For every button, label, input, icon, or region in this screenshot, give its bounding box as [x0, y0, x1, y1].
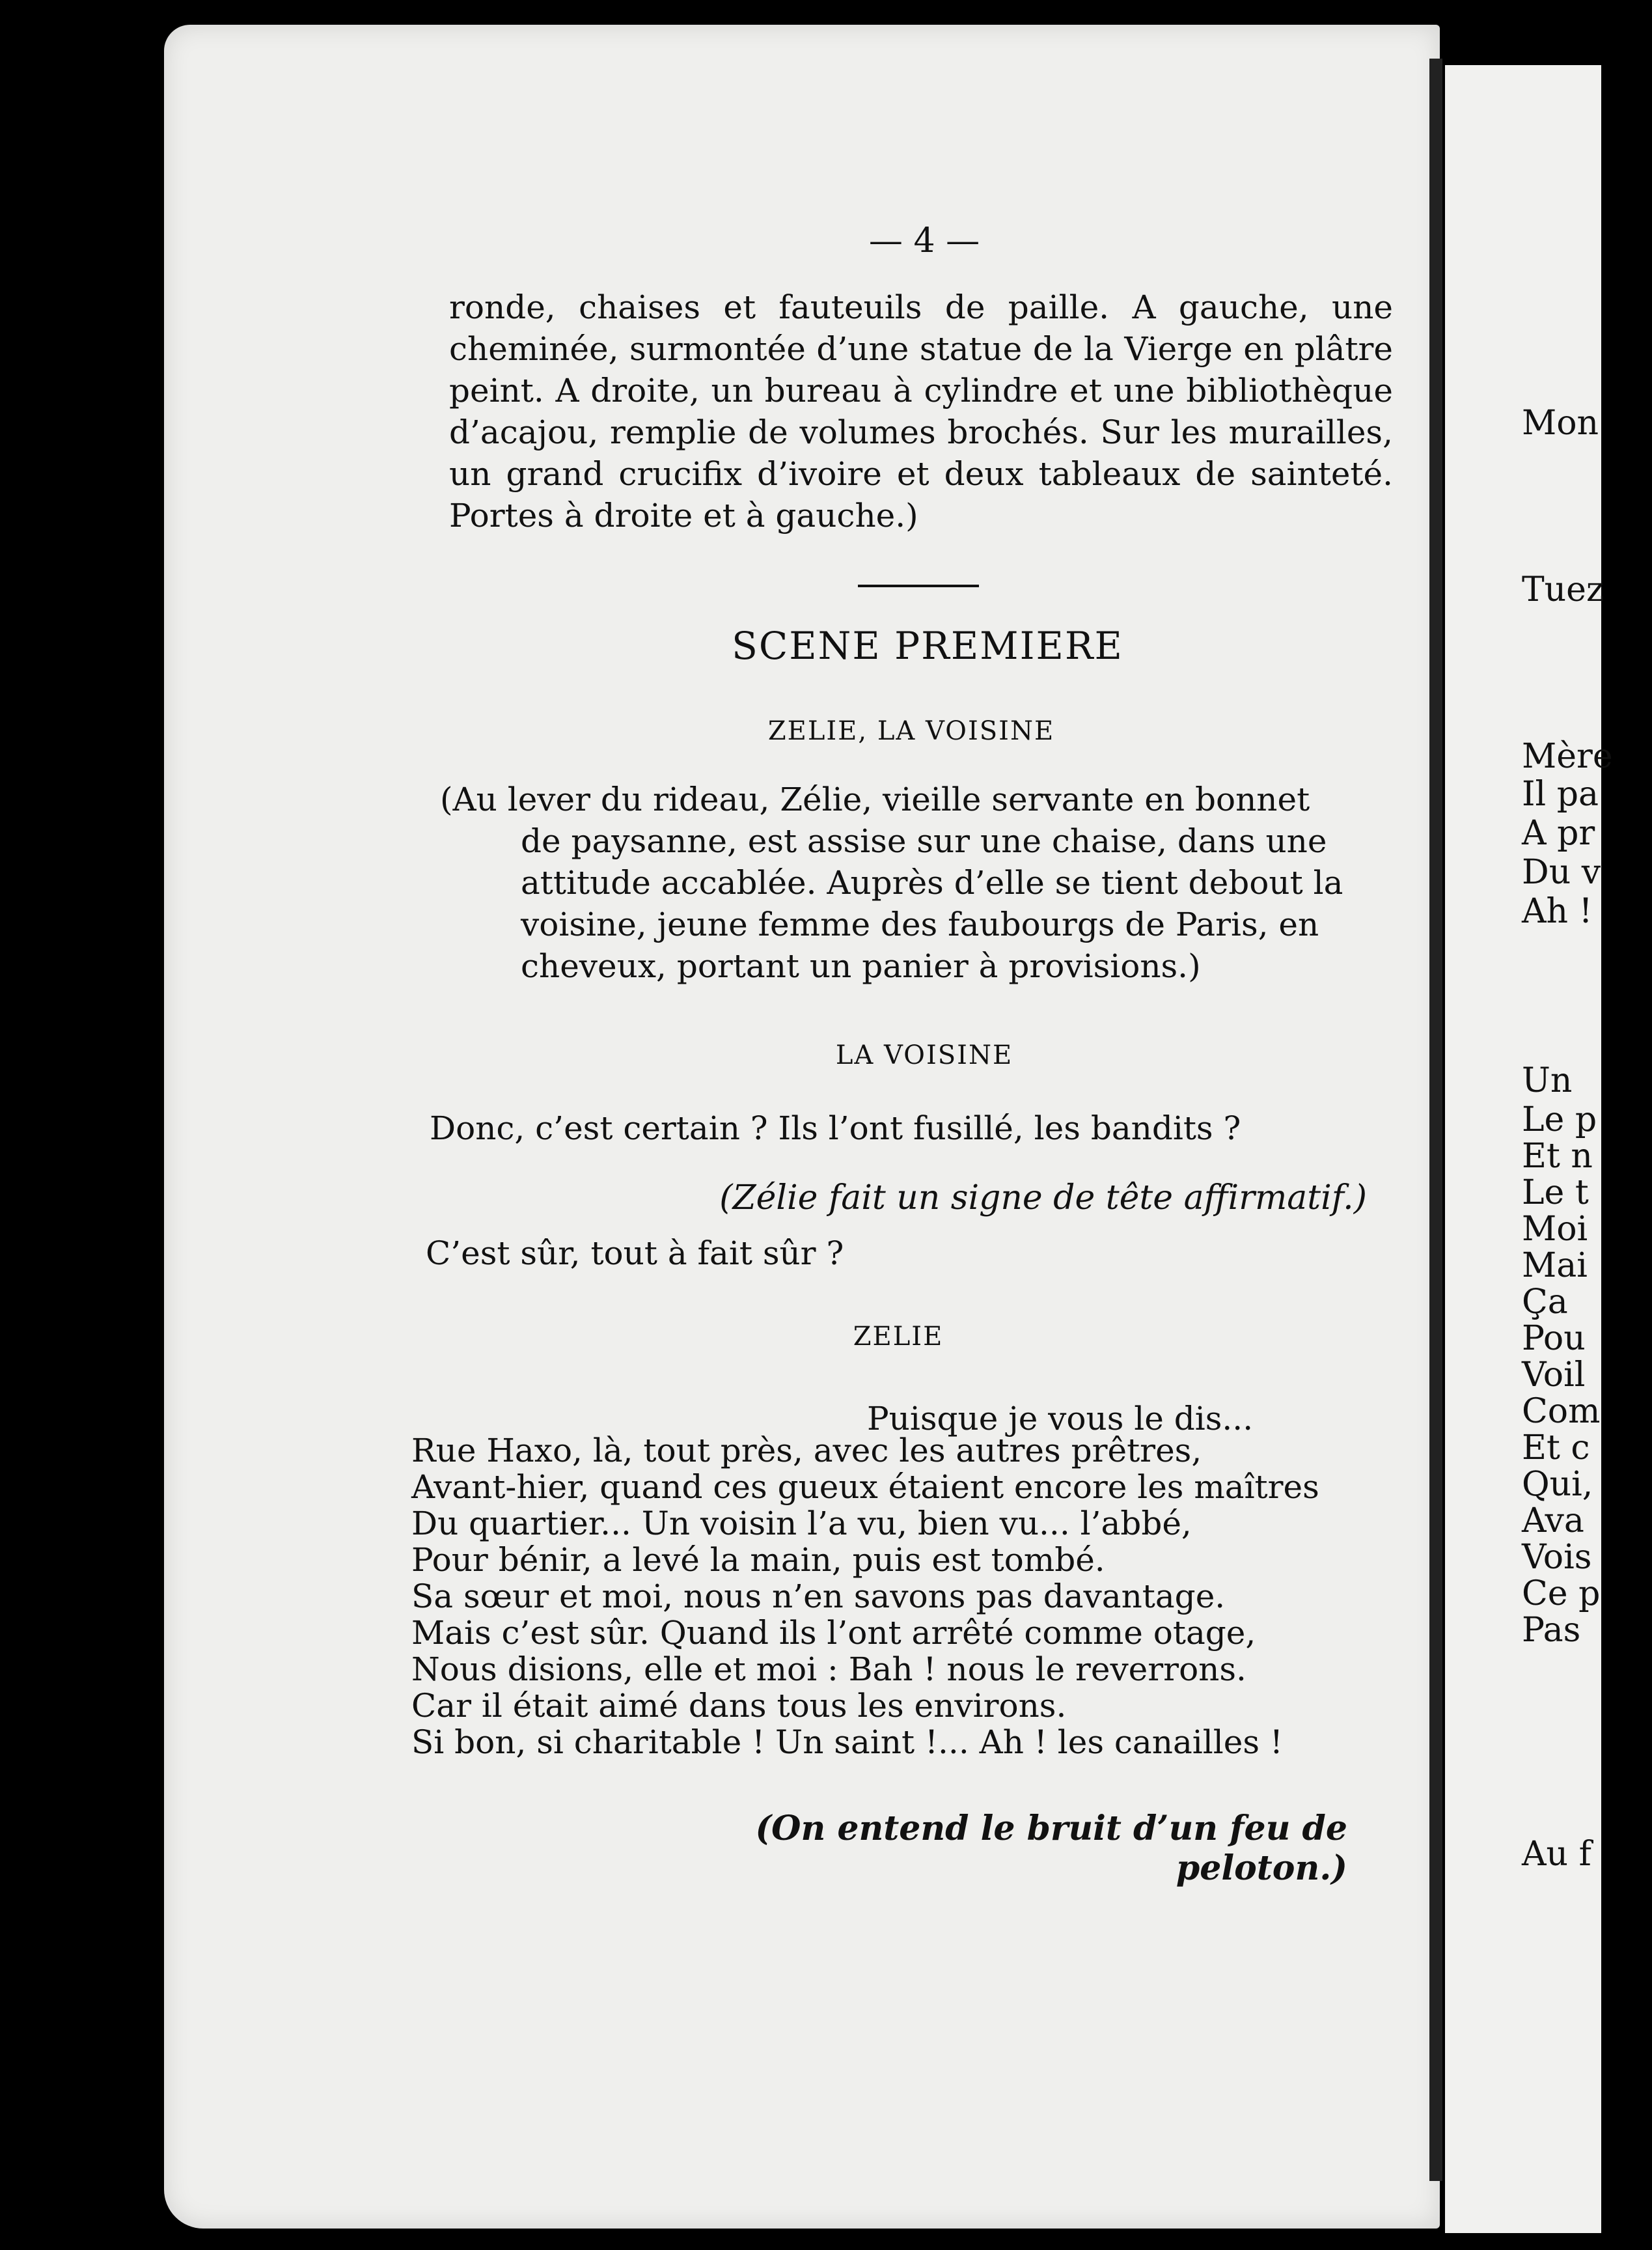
dialogue-line: C’est sûr, tout à fait sûr ? — [426, 1234, 844, 1272]
book-gutter — [1429, 59, 1442, 2181]
verse-line: Du quartier... Un voisin l’a vu, bien vu... l’abbé, — [411, 1505, 1192, 1542]
verse-line: Avant-hier, quand ces gueux étaient encore les maîtres — [411, 1468, 1319, 1506]
verse-line: Car il était aimé dans tous les environs. — [411, 1687, 1067, 1725]
right-fragment: Et n — [1522, 1137, 1593, 1176]
right-fragment: Ah ! — [1522, 892, 1593, 931]
right-fragment: Ça — [1522, 1283, 1568, 1322]
right-fragment: Vois — [1522, 1538, 1592, 1577]
verse-line: Nous disions, elle et moi : Bah ! nous le reverrons. — [411, 1650, 1246, 1688]
stage-line: (Au lever du rideau, Zélie, vieille servante en bonnet — [440, 781, 1310, 818]
right-fragment: Du v — [1522, 853, 1601, 892]
scene-characters: ZELIE, LA VOISINE — [767, 716, 1055, 746]
right-fragment: Et c — [1522, 1428, 1590, 1467]
right-fragment: Tuez — [1522, 570, 1604, 609]
right-fragment: Com — [1522, 1392, 1601, 1431]
right-fragment: Le t — [1522, 1173, 1589, 1212]
dialogue-line: Puisque je vous le dis... — [867, 1400, 1254, 1438]
stage-line: cheveux, portant un panier à provisions.) — [521, 947, 1201, 985]
verse-line: Sa sœur et moi, nous n’en savons pas davantage. — [411, 1577, 1226, 1615]
right-fragment: Il pa — [1522, 775, 1599, 814]
right-fragment: Ava — [1522, 1501, 1584, 1540]
section-divider — [858, 585, 979, 587]
scene-title: SCENE PREMIERE — [732, 624, 1123, 668]
right-fragment: Ce p — [1522, 1574, 1601, 1613]
verse-line: Pour bénir, a levé la main, puis est tombé. — [411, 1541, 1105, 1579]
page-number: — 4 — — [868, 221, 980, 260]
stage-direction: (On entend le bruit d’un feu de peloton.) — [755, 1809, 1347, 1888]
right-fragment: Moi — [1522, 1210, 1588, 1249]
right-fragment: Un — [1522, 1061, 1573, 1100]
stage-direction: (Zélie fait un signe de tête affirmatif.) — [719, 1178, 1367, 1217]
stage-direction-opening — [440, 779, 1377, 987]
speaker-name: LA VOISINE — [835, 1040, 1013, 1070]
right-fragment: Voil — [1522, 1355, 1586, 1395]
verse-line: Si bon, si charitable ! Un saint !... Ah ! les canailles ! — [411, 1723, 1283, 1761]
verse-block — [411, 1432, 1388, 1760]
stage-line: de paysanne, est assise sur une chaise, dans une — [521, 822, 1327, 860]
stage-line: attitude accablée. Auprès d’elle se tient debout la — [521, 864, 1343, 902]
right-fragment: Au f — [1522, 1835, 1591, 1874]
right-fragment: Mère — [1522, 737, 1613, 776]
right-fragment: Pou — [1522, 1319, 1586, 1358]
right-fragment: Pas — [1522, 1611, 1581, 1650]
dialogue-line: Donc, c’est certain ? Ils l’ont fusillé, les bandits ? — [430, 1109, 1241, 1147]
stage-line: voisine, jeune femme des faubourgs de Paris, en — [521, 906, 1319, 943]
right-fragment: Mai — [1522, 1246, 1588, 1285]
intro-paragraph: ronde, chaises et fauteuils de paille. A gauche, une cheminée, surmontée d’une statue de la Vierge en plâtre peint. A droite, un bureau à cylindre et une bibliothèque d’acajou, remplie de volumes brochés. Sur les murailles, un grand crucifix d’ivoire et deux tableaux de sainteté. Portes à droite et à gauche.) — [449, 288, 1393, 535]
right-fragment: Mon — [1522, 404, 1599, 443]
speaker-name: ZELIE — [853, 1322, 944, 1352]
verse-line: Mais c’est sûr. Quand ils l’ont arrêté comme otage, — [411, 1614, 1256, 1652]
verse-line: Rue Haxo, là, tout près, avec les autres prêtres, — [411, 1432, 1202, 1469]
right-fragment: A pr — [1522, 814, 1595, 853]
right-fragment: Qui, — [1522, 1465, 1593, 1504]
right-fragment: Le p — [1522, 1100, 1597, 1139]
